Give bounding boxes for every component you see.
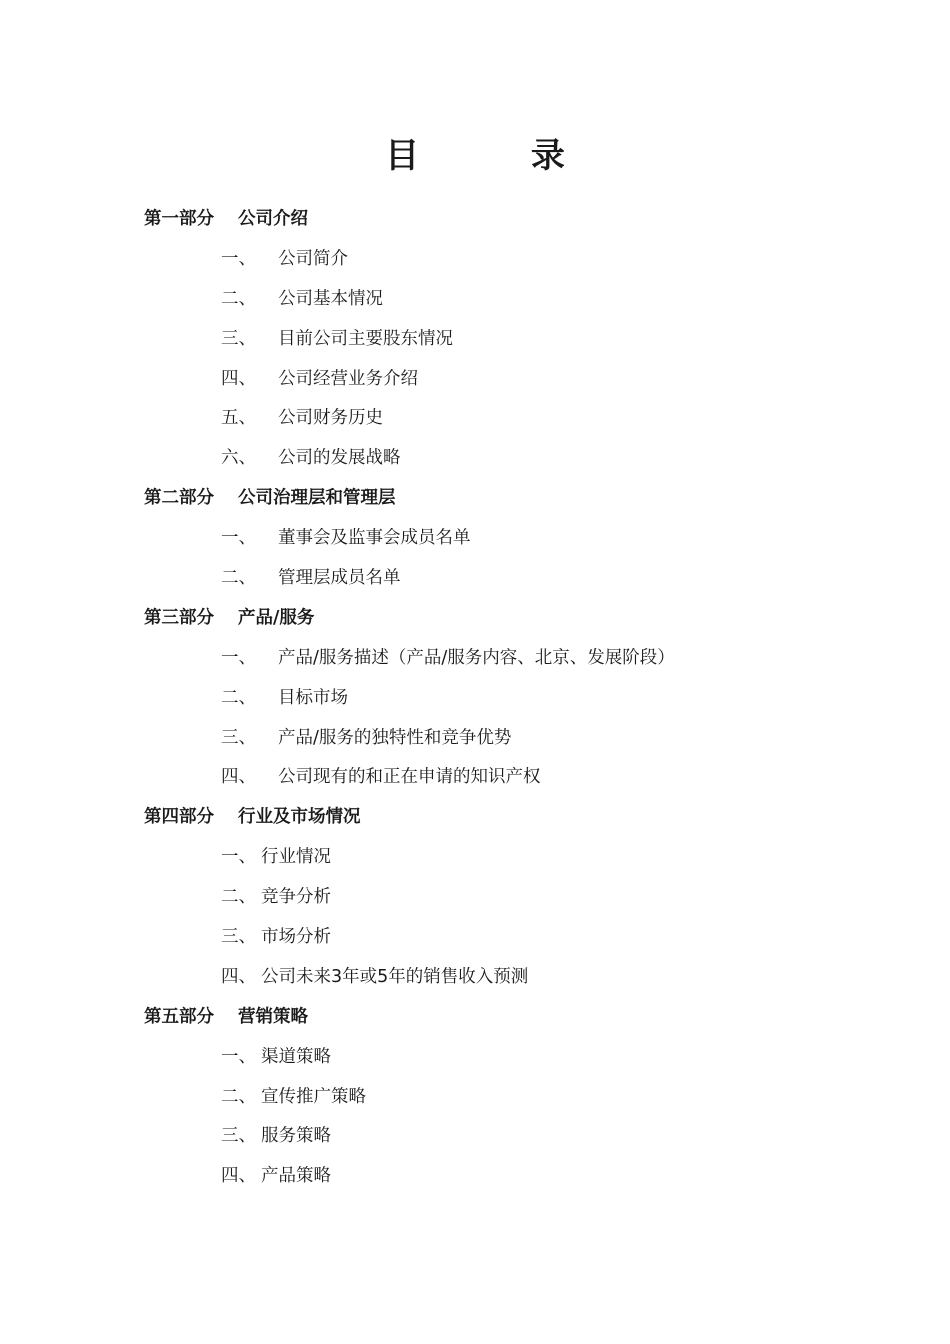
item-number: 一、 <box>221 1046 256 1067</box>
item-number: 二、 <box>221 1086 256 1107</box>
toc-item <box>0 240 950 280</box>
toc-item <box>0 639 950 679</box>
part-number: 第一部分 <box>144 209 214 229</box>
item-text: 渠道策略 <box>261 1046 331 1067</box>
item-number: 一、 <box>221 528 256 549</box>
item-number: 一、 <box>221 847 256 868</box>
toc-item <box>0 320 950 360</box>
item-text: 目标市场 <box>278 687 348 708</box>
toc-item <box>0 1117 950 1157</box>
item-text: 公司的发展战略 <box>278 448 401 469</box>
toc-part-heading <box>0 200 950 240</box>
toc-item <box>0 559 950 599</box>
item-number: 五、 <box>221 408 256 429</box>
toc-item <box>0 1038 950 1078</box>
item-text: 市场分析 <box>261 927 331 948</box>
toc-item <box>0 1157 950 1197</box>
toc-item <box>0 878 950 918</box>
item-text: 行业情况 <box>261 847 331 868</box>
part-number: 第四部分 <box>144 807 214 828</box>
item-text: 董事会及监事会成员名单 <box>278 528 471 549</box>
item-text: 公司简介 <box>278 248 348 269</box>
toc-part-heading <box>0 599 950 639</box>
table-of-contents <box>0 200 950 1197</box>
part-title: 行业及市场情况 <box>238 807 361 828</box>
toc-part-heading <box>0 998 950 1038</box>
item-number: 一、 <box>221 647 256 668</box>
item-number: 六、 <box>221 448 256 469</box>
toc-item <box>0 958 950 998</box>
item-number: 四、 <box>221 368 256 389</box>
item-text: 产品/服务的独特性和竞争优势 <box>278 727 512 748</box>
item-number: 三、 <box>221 1126 256 1147</box>
item-text: 产品策略 <box>261 1166 331 1187</box>
item-text: 管理层成员名单 <box>278 568 401 589</box>
toc-item <box>0 758 950 798</box>
item-number: 二、 <box>221 288 256 309</box>
item-number: 四、 <box>221 767 256 788</box>
part-number: 第三部分 <box>144 607 214 628</box>
item-text: 产品/服务描述（产品/服务内容、北京、发展阶段） <box>278 647 675 668</box>
item-number: 二、 <box>221 568 256 589</box>
item-text: 公司基本情况 <box>278 288 383 309</box>
toc-item <box>0 439 950 479</box>
item-text: 公司财务历史 <box>278 408 383 429</box>
part-number: 第二部分 <box>144 488 214 509</box>
item-text: 公司现有的和正在申请的知识产权 <box>278 767 541 788</box>
toc-item <box>0 838 950 878</box>
part-title: 公司治理层和管理层 <box>238 488 396 509</box>
part-title: 产品/服务 <box>238 607 315 628</box>
page-title: 目 录 <box>385 136 615 176</box>
item-number: 二、 <box>221 887 256 908</box>
item-text: 目前公司主要股东情况 <box>278 328 453 349</box>
toc-item <box>0 519 950 559</box>
item-number: 二、 <box>221 687 256 708</box>
item-text: 公司经营业务介绍 <box>278 368 418 389</box>
item-text: 宣传推广策略 <box>261 1086 366 1107</box>
toc-item <box>0 399 950 439</box>
part-number: 第五部分 <box>144 1006 214 1027</box>
toc-item <box>0 360 950 400</box>
item-number: 四、 <box>221 1166 256 1187</box>
item-number: 三、 <box>221 328 256 349</box>
toc-item <box>0 1078 950 1118</box>
toc-part-heading <box>0 798 950 838</box>
toc-item <box>0 280 950 320</box>
item-number: 三、 <box>221 727 256 748</box>
toc-item <box>0 679 950 719</box>
item-number: 三、 <box>221 927 256 948</box>
item-text: 竞争分析 <box>261 887 331 908</box>
item-number: 四、 <box>221 966 256 987</box>
item-text: 公司未来3年或5年的销售收入预测 <box>261 966 529 987</box>
toc-part-heading <box>0 479 950 519</box>
toc-item <box>0 918 950 958</box>
item-number: 一、 <box>221 248 256 269</box>
item-text: 服务策略 <box>261 1126 331 1147</box>
part-title: 公司介绍 <box>238 209 308 229</box>
toc-item <box>0 719 950 759</box>
part-title: 营销策略 <box>238 1006 308 1027</box>
